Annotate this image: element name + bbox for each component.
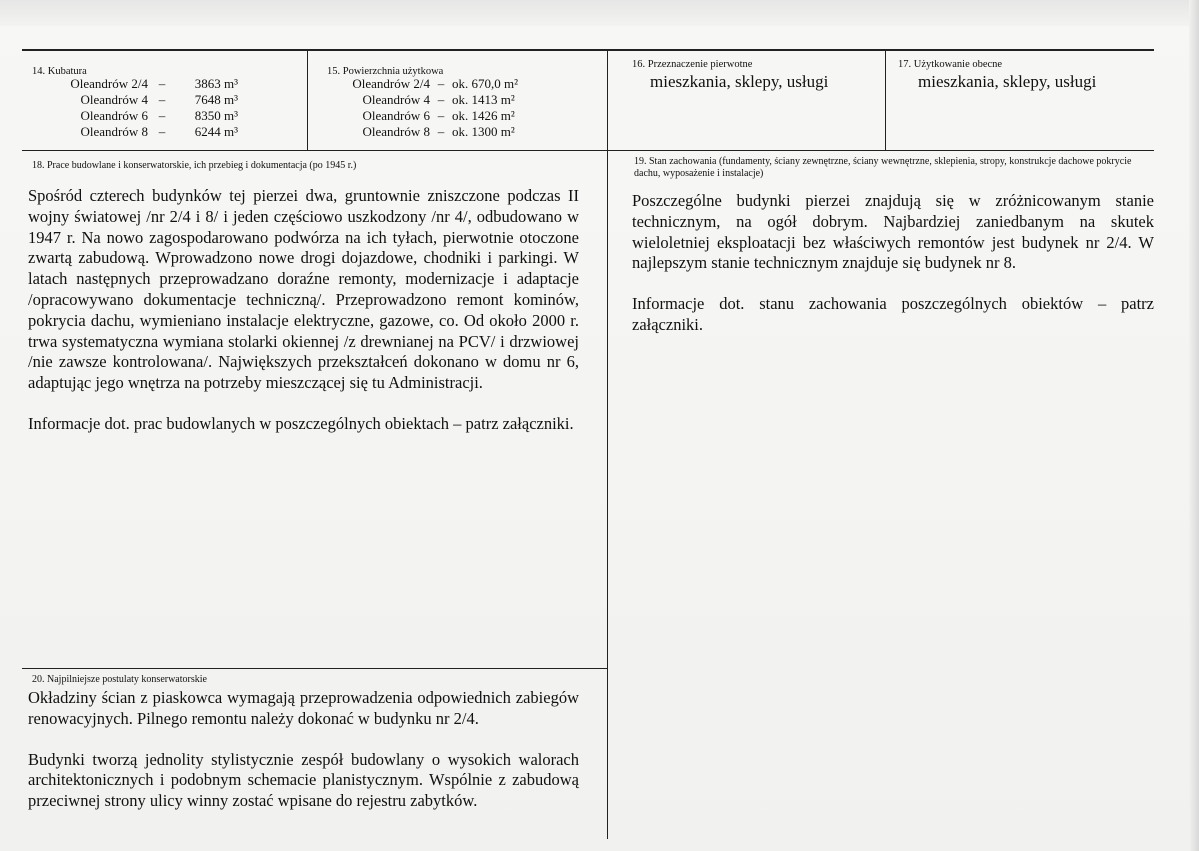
divider-18-20	[22, 668, 608, 669]
original-purpose-value: mieszkania, sklepy, usługi	[650, 72, 829, 91]
volume-value: 3863 m³	[194, 76, 238, 91]
section-19-paragraph-1: Poszczególne budynki pierzei znajdują się w zróżnicowanym stanie technicznym, na ogół dobrym. Najbardziej zaniedbanym na skutek wieloletniej eksploatacji bez właściwych remontów jest budynek nr 2/4. W najlepszym stanie technicznym znajduje się budynek nr 8.	[632, 191, 1154, 273]
volume-value: 8350 m³	[194, 108, 238, 123]
building-name: Oleandrów 4	[362, 92, 430, 107]
volume-value: 6244 m³	[194, 124, 238, 139]
area-value: ok. 1426 m²	[452, 108, 515, 123]
section-19-text	[632, 191, 1154, 336]
building-name: Oleandrów 6	[80, 108, 148, 123]
section-14-label: 14. Kubatura	[32, 66, 87, 77]
dash: –	[437, 76, 445, 91]
paragraph-gap	[28, 394, 579, 414]
section-18-paragraph-1: Spośród czterech budynków tej pierzei dwa, gruntownie zniszczone podczas II wojny światowej /nr 2/4 i 8/ i jeden częściowo uszkodzony /nr 4/, odbudowano w 1947 r. Na nowo zagospodarowano podwórza na ich tyłach, pierwotnie otoczone zwartą zabudową. Wprowadzono nowe drogi dojazdowe, chodniki i parkingi. W latach następnych przeprowadzano doraźne remonty, modernizacje i adaptacje /opracowywano dokumentacje techniczną/. Przeprowadzono remont kominów, pokrycia dachu, wymieniano instalacje elektryczne, gazowe, co. Od około 2000 r. trwa systematyczna wymiana stolarki okiennej /z drewnianej na PCV/ i drzwiowej /nie zawsze kontrolowana/. Największych przekształceń dokonano w domu nr 6, adaptując jego wnętrza na potrzeby mieszczącej się tu Administracji.	[28, 186, 579, 393]
building-name: Oleandrów 8	[362, 124, 430, 139]
section-18-label: 18. Prace budowlane i konserwatorskie, ich przebieg i dokumentacja (po 1945 r.)	[32, 160, 357, 171]
section-20-paragraph-1: Okładziny ścian z piaskowca wymagają przeprowadzenia odpowiednich zabiegów renowacyjnych. Pilnego remontu należy dokonać w budynku nr 2/4.	[28, 688, 579, 728]
area-value: ok. 670,0 m²	[452, 76, 519, 91]
section-20-text	[28, 688, 579, 812]
volume-row	[40, 76, 238, 92]
scan-top-band	[0, 0, 1199, 26]
section-20-paragraph-2: Budynki tworzą jednolity stylistycznie zespół budowlany o wysokich walorach architektonicznych i podobnym schemacie planistycznym. Wspólnie z zabudową przeciwnej strony ulicy winny zostać wpisane do rejestru zabytków.	[28, 749, 579, 811]
scan-right-edge	[1189, 0, 1199, 851]
building-name: Oleandrów 2/4	[352, 76, 430, 91]
dash: –	[437, 92, 445, 107]
section-18-text	[28, 186, 579, 435]
divider-14-15	[307, 49, 308, 151]
dash: –	[437, 108, 445, 123]
volume-row	[40, 108, 238, 124]
section-19-paragraph-2: Informacje dot. stanu zachowania poszczególnych obiektów – patrz załączniki.	[632, 294, 1154, 334]
section-15-area-list	[318, 76, 532, 140]
current-use-value: mieszkania, sklepy, usługi	[918, 72, 1097, 91]
dash: –	[158, 92, 166, 107]
area-row	[318, 124, 532, 140]
volume-row	[40, 92, 238, 108]
section-14-volume-list	[40, 76, 238, 140]
dash: –	[437, 124, 445, 139]
area-row	[318, 92, 532, 108]
section-16-label: 16. Przeznaczenie pierwotne	[632, 59, 753, 70]
dash: –	[158, 76, 166, 91]
paragraph-gap	[28, 730, 579, 750]
area-value: ok. 1413 m²	[452, 92, 515, 107]
building-name: Oleandrów 8	[80, 124, 148, 139]
section-15-label: 15. Powierzchnia użytkowa	[327, 66, 444, 77]
area-row	[318, 76, 532, 92]
section-19-label: 19. Stan zachowania (fundamenty, ściany zewnętrzne, ściany wewnętrzne, sklepienia, stropy, konstrukcje dachowe pokrycie dachu, wyposażenie i instalacje)	[634, 156, 1132, 179]
dash: –	[158, 108, 166, 123]
main-vertical-divider	[607, 49, 608, 839]
building-name: Oleandrów 6	[362, 108, 430, 123]
row1-bottom-border	[22, 150, 1154, 151]
paragraph-gap	[632, 274, 1154, 294]
dash: –	[158, 124, 166, 139]
divider-16-17	[885, 49, 886, 151]
building-name: Oleandrów 4	[80, 92, 148, 107]
area-value: ok. 1300 m²	[452, 124, 515, 139]
building-name: Oleandrów 2/4	[70, 76, 148, 91]
section-18-paragraph-2: Informacje dot. prac budowlanych w poszczególnych obiektach – patrz załączniki.	[28, 413, 574, 433]
volume-value: 7648 m³	[194, 92, 238, 107]
section-20-label: 20. Najpilniejsze postulaty konserwatorskie	[32, 674, 207, 685]
area-row	[318, 108, 532, 124]
volume-row	[40, 124, 238, 140]
form-top-border	[22, 49, 1154, 51]
section-17-label: 17. Użytkowanie obecne	[898, 59, 1003, 70]
